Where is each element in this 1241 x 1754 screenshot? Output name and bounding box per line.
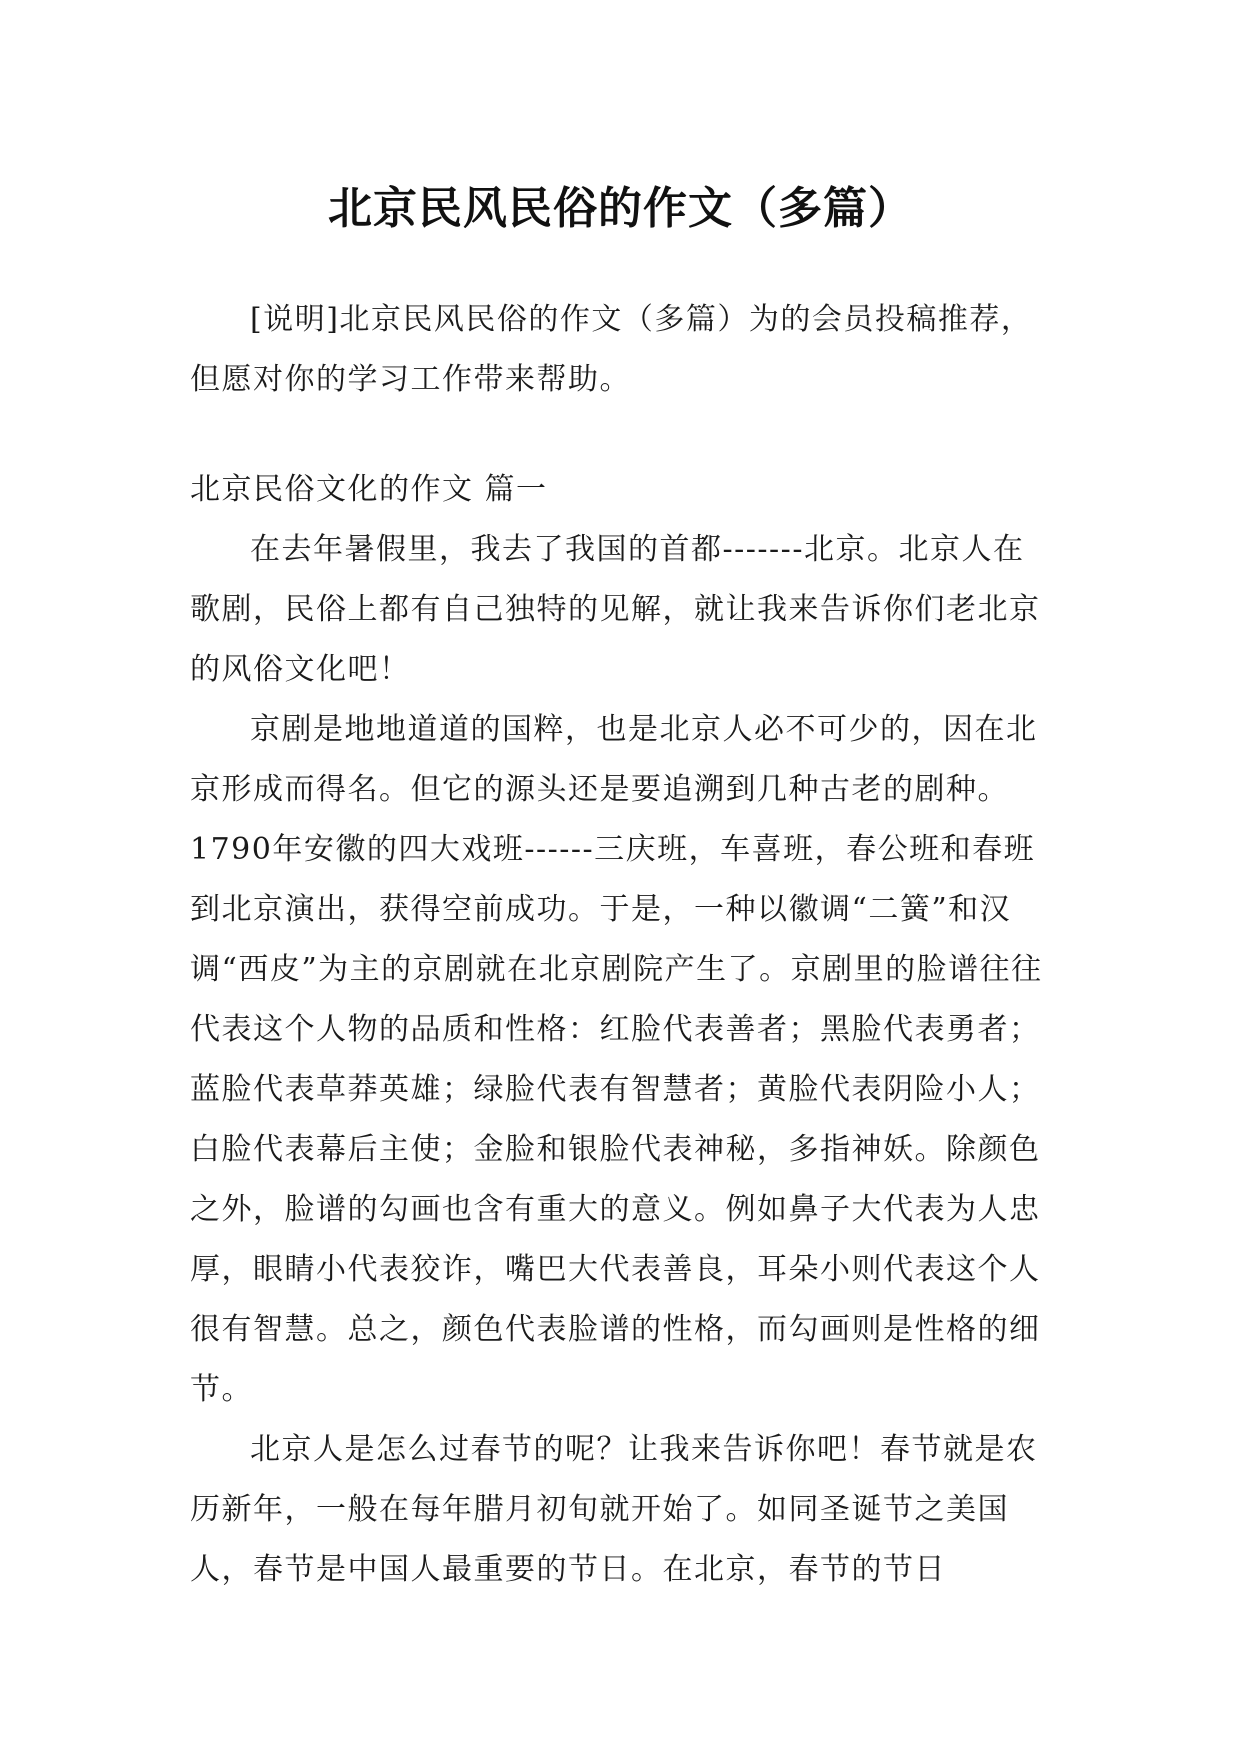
essay-body — [190, 520, 1050, 1600]
document-title: 北京民风民俗的作文（多篇） — [328, 183, 913, 235]
document-note — [190, 290, 1050, 410]
section-heading: 北京民俗文化的作文 篇一 — [190, 472, 548, 507]
note-paragraph: [说明]北京民风民俗的作文（多篇）为的会员投稿推荐，但愿对你的学习工作带来帮助。 — [190, 302, 1033, 397]
essay-paragraph-3: 北京人是怎么过春节的呢？让我来告诉你吧！春节就是农历新年，一般在每年腊月初旬就开始了。如同圣诞节之美国人，春节是中国人最重要的节日。在北京，春节的节日 — [190, 1432, 1038, 1587]
essay-paragraph-2: 京剧是地地道道的国粹，也是北京人必不可少的，因在北京形成而得名。但它的源头还是要追溯到几种古老的剧种。1790年安徽的四大戏班------三庆班，车喜班，春公班和春班到北京演出，获得空前成功。于是，一种以徽调“二簧”和汉调“西皮”为主的京剧就在北京剧院产生了。京剧里的脸谱往往代表这个人物的品质和性格：红脸代表善者；黑脸代表勇者；蓝脸代表草莽英雄；绿脸代表有智慧者；黄脸代表阴险小人；白脸代表幕后主使；金脸和银脸代表神秘，多指神妖。除颜色之外，脸谱的勾画也含有重大的意义。例如鼻子大代表为人忠厚，眼睛小代表狡诈，嘴巴大代表善良，耳朵小则代表这个人很有智慧。总之，颜色代表脸谱的性格，而勾画则是性格的细节。 — [190, 712, 1043, 1407]
essay-paragraph-1: 在去年暑假里，我去了我国的首都-------北京。北京人在歌剧，民俗上都有自己独特的见解，就让我来告诉你们老北京的风俗文化吧！ — [190, 532, 1041, 687]
